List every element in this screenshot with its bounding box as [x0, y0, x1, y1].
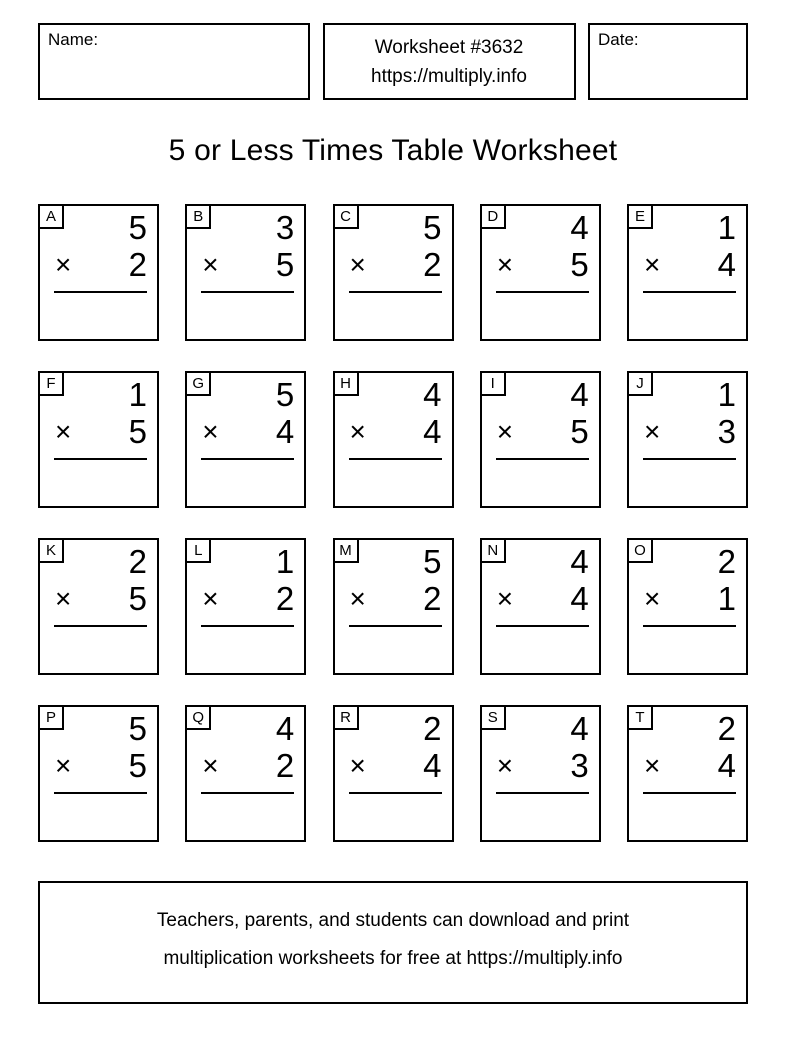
problem-cell — [38, 371, 159, 508]
problem-letter: F — [46, 375, 56, 392]
answer-line — [349, 792, 442, 794]
problem-top-number: 3 — [275, 209, 295, 246]
problems-grid — [38, 204, 748, 842]
problem-letter: R — [340, 709, 351, 726]
multiply-operator: × — [496, 249, 514, 280]
problem-letter-box — [40, 707, 64, 730]
answer-line — [643, 625, 736, 627]
problem-letter-box — [482, 540, 506, 563]
answer-line — [54, 792, 147, 794]
answer-line — [349, 291, 442, 293]
header — [38, 23, 748, 100]
problem-top-number: 2 — [423, 710, 442, 747]
problem-bottom-number: 3 — [717, 413, 736, 450]
problem-letter: B — [193, 208, 204, 225]
problem-cell — [480, 204, 601, 341]
problem-letter-box — [629, 206, 653, 229]
problem-bottom-number: 3 — [570, 747, 589, 784]
problem-bottom-number: 4 — [423, 747, 442, 784]
problem-cell — [38, 705, 159, 842]
footer-line-1: Teachers, parents, and students can download and print — [156, 909, 630, 931]
answer-line — [54, 458, 147, 460]
problem-letter: K — [45, 542, 56, 559]
multiply-operator: × — [202, 249, 219, 280]
problem-bottom-number: 4 — [275, 413, 295, 450]
worksheet-info-box — [323, 23, 576, 100]
multiply-operator: × — [202, 750, 219, 781]
problem-letter-box — [187, 373, 211, 396]
problem-cell — [333, 371, 454, 508]
problem-letter: T — [635, 709, 645, 726]
problem-letter-box — [629, 540, 653, 563]
problem-letter: A — [45, 208, 56, 225]
page-title: 5 or Less Times Table Worksheet — [168, 134, 618, 167]
problem-bottom-number: 2 — [423, 246, 442, 283]
problem-letter-box — [187, 707, 211, 730]
multiply-operator: × — [55, 249, 72, 280]
problem-top-number: 5 — [128, 710, 147, 747]
problem-top-number: 1 — [717, 376, 736, 413]
multiply-operator: × — [644, 416, 661, 447]
multiply-operator: × — [55, 416, 72, 447]
multiply-operator: × — [202, 583, 219, 614]
multiply-operator: × — [644, 750, 661, 781]
problem-letter-box — [482, 707, 506, 730]
problem-cell — [627, 204, 748, 341]
problem-letter: N — [487, 542, 499, 559]
problem-top-number: 2 — [717, 543, 736, 580]
answer-line — [496, 458, 589, 460]
problem-letter: S — [487, 709, 498, 726]
problem-cell — [185, 371, 306, 508]
multiply-operator: × — [496, 583, 514, 614]
problem-cell — [480, 705, 601, 842]
worksheet-number: Worksheet #3632 — [374, 36, 524, 58]
problem-letter-box — [335, 206, 359, 229]
problem-bottom-number: 5 — [570, 413, 589, 450]
answer-line — [643, 792, 736, 794]
problem-letter: L — [194, 542, 203, 559]
problem-bottom-number: 2 — [128, 246, 147, 283]
problem-letter-box — [629, 707, 653, 730]
multiply-operator: × — [496, 750, 514, 781]
problem-bottom-number: 4 — [717, 246, 736, 283]
problem-top-number: 5 — [275, 376, 295, 413]
problem-bottom-number: 1 — [717, 580, 736, 617]
problem-cell — [333, 538, 454, 675]
problem-top-number: 5 — [128, 209, 147, 246]
problem-letter: J — [636, 375, 644, 392]
problem-top-number: 4 — [275, 710, 295, 747]
multiply-operator: × — [55, 750, 72, 781]
problem-bottom-number: 2 — [275, 747, 295, 784]
answer-line — [349, 458, 442, 460]
problem-top-number: 4 — [570, 710, 589, 747]
problem-top-number: 4 — [423, 376, 442, 413]
problem-top-number: 4 — [570, 376, 589, 413]
multiply-operator: × — [349, 416, 366, 447]
problem-cell — [185, 538, 306, 675]
answer-line — [54, 625, 147, 627]
problem-bottom-number: 5 — [128, 747, 147, 784]
problem-letter-box — [335, 373, 359, 396]
multiply-operator: × — [349, 583, 366, 614]
problem-top-number: 5 — [423, 209, 442, 246]
problem-bottom-number: 2 — [423, 580, 442, 617]
multiply-operator: × — [644, 583, 661, 614]
problem-bottom-number: 4 — [423, 413, 442, 450]
problem-cell — [333, 705, 454, 842]
problem-letter: D — [487, 208, 499, 225]
problem-top-number: 2 — [128, 543, 147, 580]
date-field-box — [588, 23, 748, 100]
problem-bottom-number: 5 — [275, 246, 295, 283]
answer-line — [496, 625, 589, 627]
problem-letter: I — [490, 375, 495, 392]
problem-bottom-number: 4 — [570, 580, 589, 617]
multiply-operator: × — [644, 249, 661, 280]
answer-line — [643, 291, 736, 293]
problem-letter-box — [482, 373, 506, 396]
name-field-box — [38, 23, 310, 100]
problem-cell — [627, 705, 748, 842]
problem-cell — [185, 705, 306, 842]
multiply-operator: × — [55, 583, 72, 614]
problem-letter: Q — [192, 709, 205, 726]
answer-line — [496, 792, 589, 794]
problem-letter: H — [340, 375, 351, 392]
problem-top-number: 4 — [570, 209, 589, 246]
answer-line — [496, 291, 589, 293]
problem-cell — [480, 371, 601, 508]
answer-line — [201, 458, 294, 460]
problem-top-number: 5 — [423, 543, 442, 580]
multiply-operator: × — [349, 750, 366, 781]
problem-letter: O — [634, 542, 646, 559]
answer-line — [54, 291, 147, 293]
problem-bottom-number: 5 — [570, 246, 589, 283]
problem-letter: M — [339, 542, 352, 559]
problem-bottom-number: 4 — [717, 747, 736, 784]
footer-box — [38, 881, 748, 1004]
name-label: Name: — [48, 30, 99, 49]
problem-letter: E — [634, 208, 645, 225]
multiply-operator: × — [202, 416, 219, 447]
problem-letter-box — [40, 206, 64, 229]
answer-line — [643, 458, 736, 460]
problem-letter-box — [40, 373, 64, 396]
answer-line — [349, 625, 442, 627]
problem-letter-box — [482, 206, 506, 229]
answer-line — [201, 625, 294, 627]
date-label: Date: — [598, 30, 639, 49]
problem-letter-box — [187, 540, 211, 563]
problem-bottom-number: 5 — [128, 413, 147, 450]
problem-cell — [627, 538, 748, 675]
problem-cell — [627, 371, 748, 508]
problem-bottom-number: 5 — [128, 580, 147, 617]
problem-cell — [38, 538, 159, 675]
problem-cell — [480, 538, 601, 675]
footer-line-2: multiplication worksheets for free at https://multiply.info — [163, 947, 623, 969]
problem-letter: P — [45, 709, 56, 726]
problem-letter-box — [335, 540, 359, 563]
problem-bottom-number: 2 — [275, 580, 295, 617]
problem-cell — [333, 204, 454, 341]
problem-top-number: 2 — [717, 710, 736, 747]
problem-top-number: 4 — [570, 543, 589, 580]
problem-top-number: 1 — [275, 543, 295, 580]
problem-cell — [38, 204, 159, 341]
problem-letter-box — [187, 206, 211, 229]
answer-line — [201, 291, 294, 293]
problem-letter: G — [192, 375, 205, 392]
problem-letter-box — [40, 540, 64, 563]
answer-line — [201, 792, 294, 794]
multiply-operator: × — [496, 416, 514, 447]
multiply-operator: × — [349, 249, 366, 280]
problem-cell — [185, 204, 306, 341]
problem-letter: C — [340, 208, 351, 225]
problem-letter-box — [629, 373, 653, 396]
problem-top-number: 1 — [128, 376, 147, 413]
problem-top-number: 1 — [717, 209, 736, 246]
worksheet-url: https://multiply.info — [371, 65, 527, 87]
problem-letter-box — [335, 707, 359, 730]
